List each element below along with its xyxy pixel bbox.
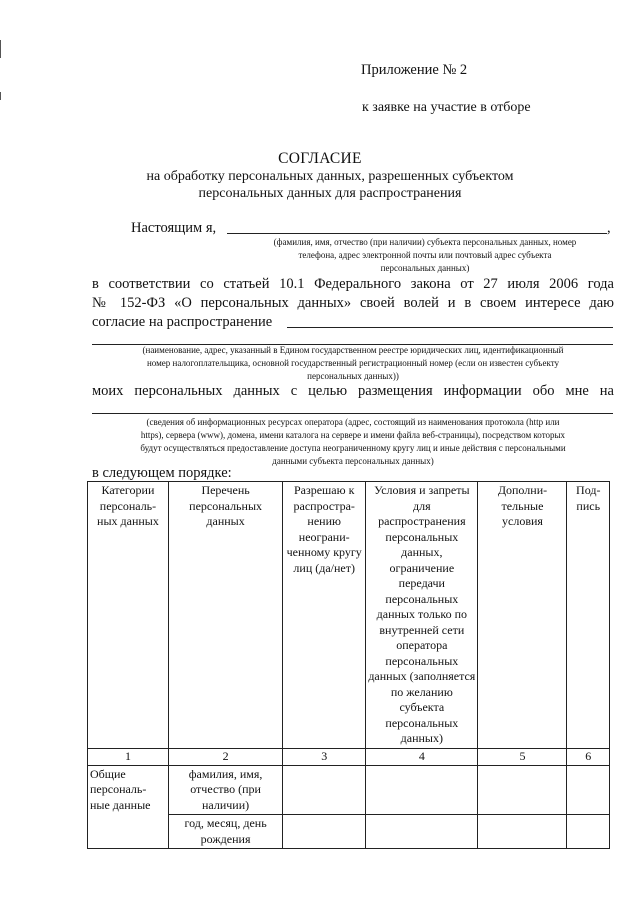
- subtitle-line: персональных данных для распространения: [198, 186, 462, 201]
- caption-line: данными субъекта персональных данных): [272, 456, 434, 466]
- header-signature: Под-пись: [567, 482, 610, 749]
- column-number: 3: [283, 749, 366, 766]
- scan-mark: [0, 92, 1, 100]
- conditions-cell[interactable]: [366, 765, 478, 815]
- table-number-row: [88, 749, 610, 766]
- signature-cell[interactable]: [567, 815, 610, 849]
- header-category: Категории персональ-ных данных: [88, 482, 169, 749]
- permission-cell[interactable]: [283, 815, 366, 849]
- subject-name-field[interactable]: [227, 233, 607, 234]
- scan-mark: [0, 40, 1, 58]
- annex-subtitle: к заявке на участие в отборе: [362, 100, 531, 115]
- caption-line: телефона, адрес электронной почты или почтовый адрес субъекта: [298, 250, 552, 260]
- resource-caption: [90, 416, 616, 468]
- column-number: 5: [478, 749, 567, 766]
- order-label: в следующем порядке:: [92, 465, 232, 481]
- annex-number: Приложение № 2: [361, 62, 468, 78]
- intro-comma: ,: [607, 220, 611, 236]
- operator-field[interactable]: [287, 327, 613, 328]
- item-cell: фамилия, имя, отчество (при наличии): [168, 765, 282, 815]
- header-permission: Разрешаю к распростра-нению неограни-ченному кругу лиц (да/нет): [283, 482, 366, 749]
- caption-line: номер налогоплательщика, основной государственный регистрационный номер (если он известен субъекту: [146, 358, 560, 368]
- category-cell: Общие персональ-ные данные: [88, 765, 169, 849]
- column-number: 1: [88, 749, 169, 766]
- consent-paragraph: [92, 275, 614, 332]
- operator-caption: [90, 344, 616, 383]
- caption-line: (фамилия, имя, отчество (при наличии) субъекта персональных данных, номер: [273, 237, 577, 247]
- caption-line: персональных данных): [380, 263, 470, 273]
- header-item-list: Перечень персональных данных: [168, 482, 282, 749]
- consent-table: [87, 481, 610, 849]
- header-additional: Дополни-тельные условия: [478, 482, 567, 749]
- conditions-cell[interactable]: [366, 815, 478, 849]
- subtitle-line: на обработку персональных данных, разрешенных субъектом: [146, 169, 514, 184]
- item-cell: год, месяц, день рождения: [168, 815, 282, 849]
- caption-line: персональных данных)): [307, 371, 399, 381]
- caption-line: будут осуществляться предоставление доступа неограниченному кругу лиц и иные действия с персональными: [140, 443, 566, 453]
- column-number: 2: [168, 749, 282, 766]
- table-header-row: [88, 482, 610, 749]
- paragraph-line: согласие на распространение: [92, 314, 273, 330]
- permission-cell[interactable]: [283, 765, 366, 815]
- caption-line: https), сервера (www), домена, имени каталога на сервере и имени файла веб-страницы), посредством которых: [140, 430, 566, 440]
- document-subtitle: [100, 168, 560, 202]
- document-title: СОГЛАСИЕ: [278, 150, 362, 167]
- resource-field[interactable]: [92, 413, 613, 414]
- column-number: 4: [366, 749, 478, 766]
- column-number: 6: [567, 749, 610, 766]
- intro-label: Настоящим я,: [131, 220, 217, 236]
- purpose-paragraph: моих персональных данных с целью размещения информации обо мне на: [92, 383, 614, 399]
- caption-line: (наименование, адрес, указанный в Едином государственном реестре юридических лиц, идентификационный: [142, 345, 564, 355]
- signature-cell[interactable]: [567, 765, 610, 815]
- header-conditions: Условия и запреты для распространения персональных данных, ограничение передачи персональных данных только по внутренней сети оператора персональных данных (заполняется по желанию субъекта персональных данных): [366, 482, 478, 749]
- additional-cell[interactable]: [478, 815, 567, 849]
- additional-cell[interactable]: [478, 765, 567, 815]
- paragraph-line: № 152-ФЗ «О персональных данных» своей волей и в своем интересе даю: [92, 295, 614, 311]
- paragraph-line: в соответствии со статьей 10.1 Федерального закона от 27 июля 2006 года: [92, 276, 614, 292]
- table-row: [88, 765, 610, 815]
- subject-caption: [225, 236, 625, 275]
- caption-line: (сведения об информационных ресурсах оператора (адрес, состоящий из наименования протокола (http или: [146, 417, 560, 427]
